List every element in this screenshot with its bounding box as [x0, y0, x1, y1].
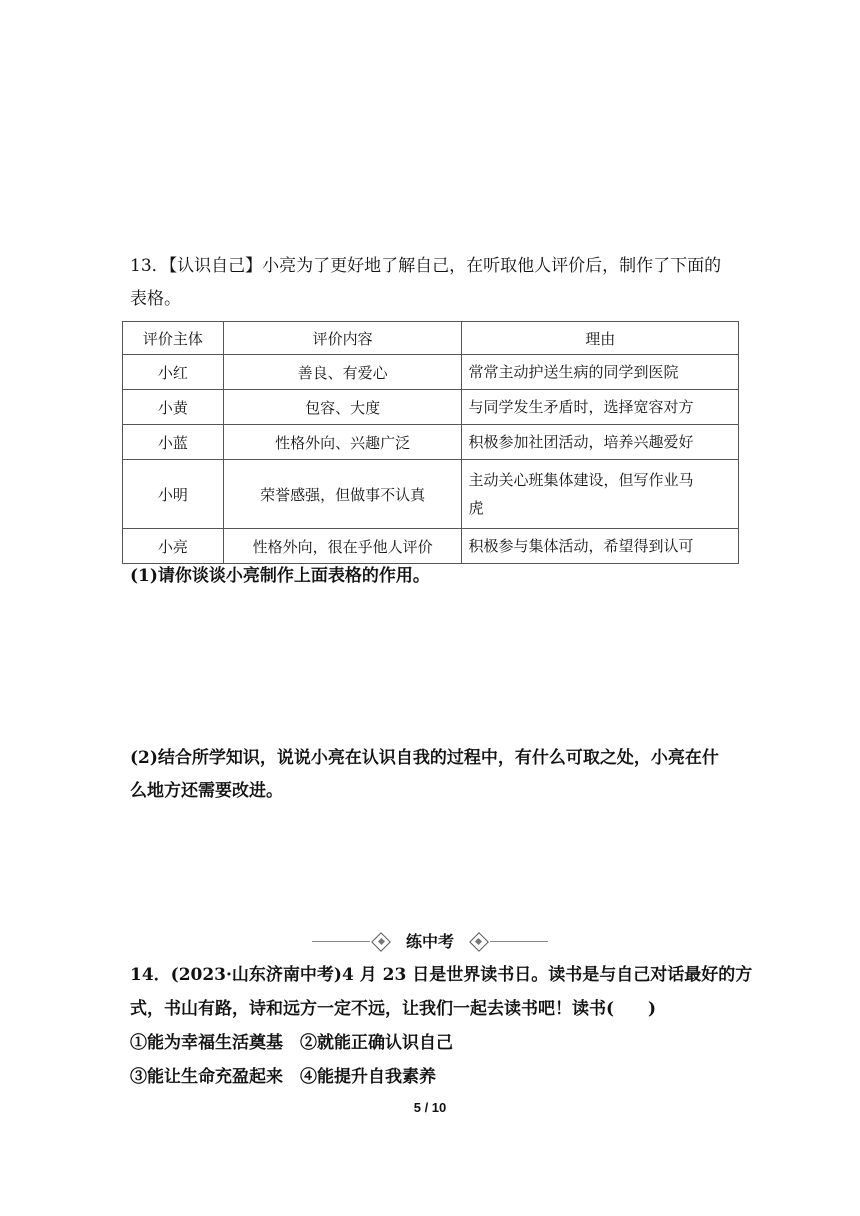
- cell-reason: 积极参加社团活动，培养兴趣爱好: [462, 425, 739, 460]
- cell-evaluation-content: 性格外向、兴趣广泛: [223, 425, 462, 460]
- question-14-options-line-1: ①能为幸福生活奠基 ②就能正确认识自己: [130, 1033, 453, 1053]
- cell-evaluator: 小亮: [123, 529, 224, 564]
- question-13-subquestion-2-line-1: (2)结合所学知识，说说小亮在认识自我的过程中，有什么可取之处，小亮在什: [130, 748, 719, 768]
- question-13-subquestion-2-line-2: 么地方还需要改进。: [130, 781, 283, 801]
- table-row: [123, 425, 739, 460]
- header-evaluation-content: 评价内容: [223, 322, 462, 355]
- question-14-stem-line-2: 式，书山有路，诗和远方一定不远，让我们一起去读书吧！读书( ): [130, 999, 657, 1019]
- section-title: 练中考: [405, 932, 454, 951]
- cell-reason: 与同学发生矛盾时，选择宽容对方: [462, 390, 739, 425]
- header-evaluator: 评价主体: [123, 322, 224, 355]
- cell-evaluation-content: 包容、大度: [223, 390, 462, 425]
- section-divider: [312, 930, 548, 954]
- cell-evaluation-content: 善良、有爱心: [223, 355, 462, 390]
- cell-reason-line-2: 虎: [468, 499, 484, 517]
- question-13-stem-line-1: 13．【认识自己】小亮为了更好地了解自己，在听取他人评价后，制作了下面的: [130, 256, 722, 276]
- cell-reason-line-1: 主动关心班集体建设，但写作业马: [468, 471, 694, 489]
- cell-reason: 常常主动护送生病的同学到医院: [462, 355, 739, 390]
- evaluation-table: [122, 321, 739, 564]
- table-row: [123, 529, 739, 564]
- question-13-stem-line-2: 表格。: [130, 289, 181, 309]
- question-13-subquestion-1: (1)请你谈谈小亮制作上面表格的作用。: [130, 566, 430, 586]
- table-row: [123, 355, 739, 390]
- table-header-row: [123, 322, 739, 355]
- cell-evaluation-content: 荣誉感强，但做事不认真: [223, 460, 462, 529]
- cell-reason: [462, 460, 739, 529]
- question-14-stem-line-1: 14．(2023·山东济南中考)4 月 23 日是世界读书日。读书是与自己对话最好的方: [130, 965, 753, 985]
- header-reason: 理由: [462, 322, 739, 355]
- cell-evaluator: 小红: [123, 355, 224, 390]
- page-number: 5 / 10: [413, 1100, 447, 1115]
- cell-evaluation-content: 性格外向，很在乎他人评价: [223, 529, 462, 564]
- cell-evaluator: 小蓝: [123, 425, 224, 460]
- cell-reason: 积极参与集体活动，希望得到认可: [462, 529, 739, 564]
- table-row: [123, 390, 739, 425]
- cell-evaluator: 小黄: [123, 390, 224, 425]
- cell-evaluator: 小明: [123, 460, 224, 529]
- table-row: [123, 460, 739, 529]
- question-14-options-line-2: ③能让生命充盈起来 ④能提升自我素养: [130, 1067, 436, 1087]
